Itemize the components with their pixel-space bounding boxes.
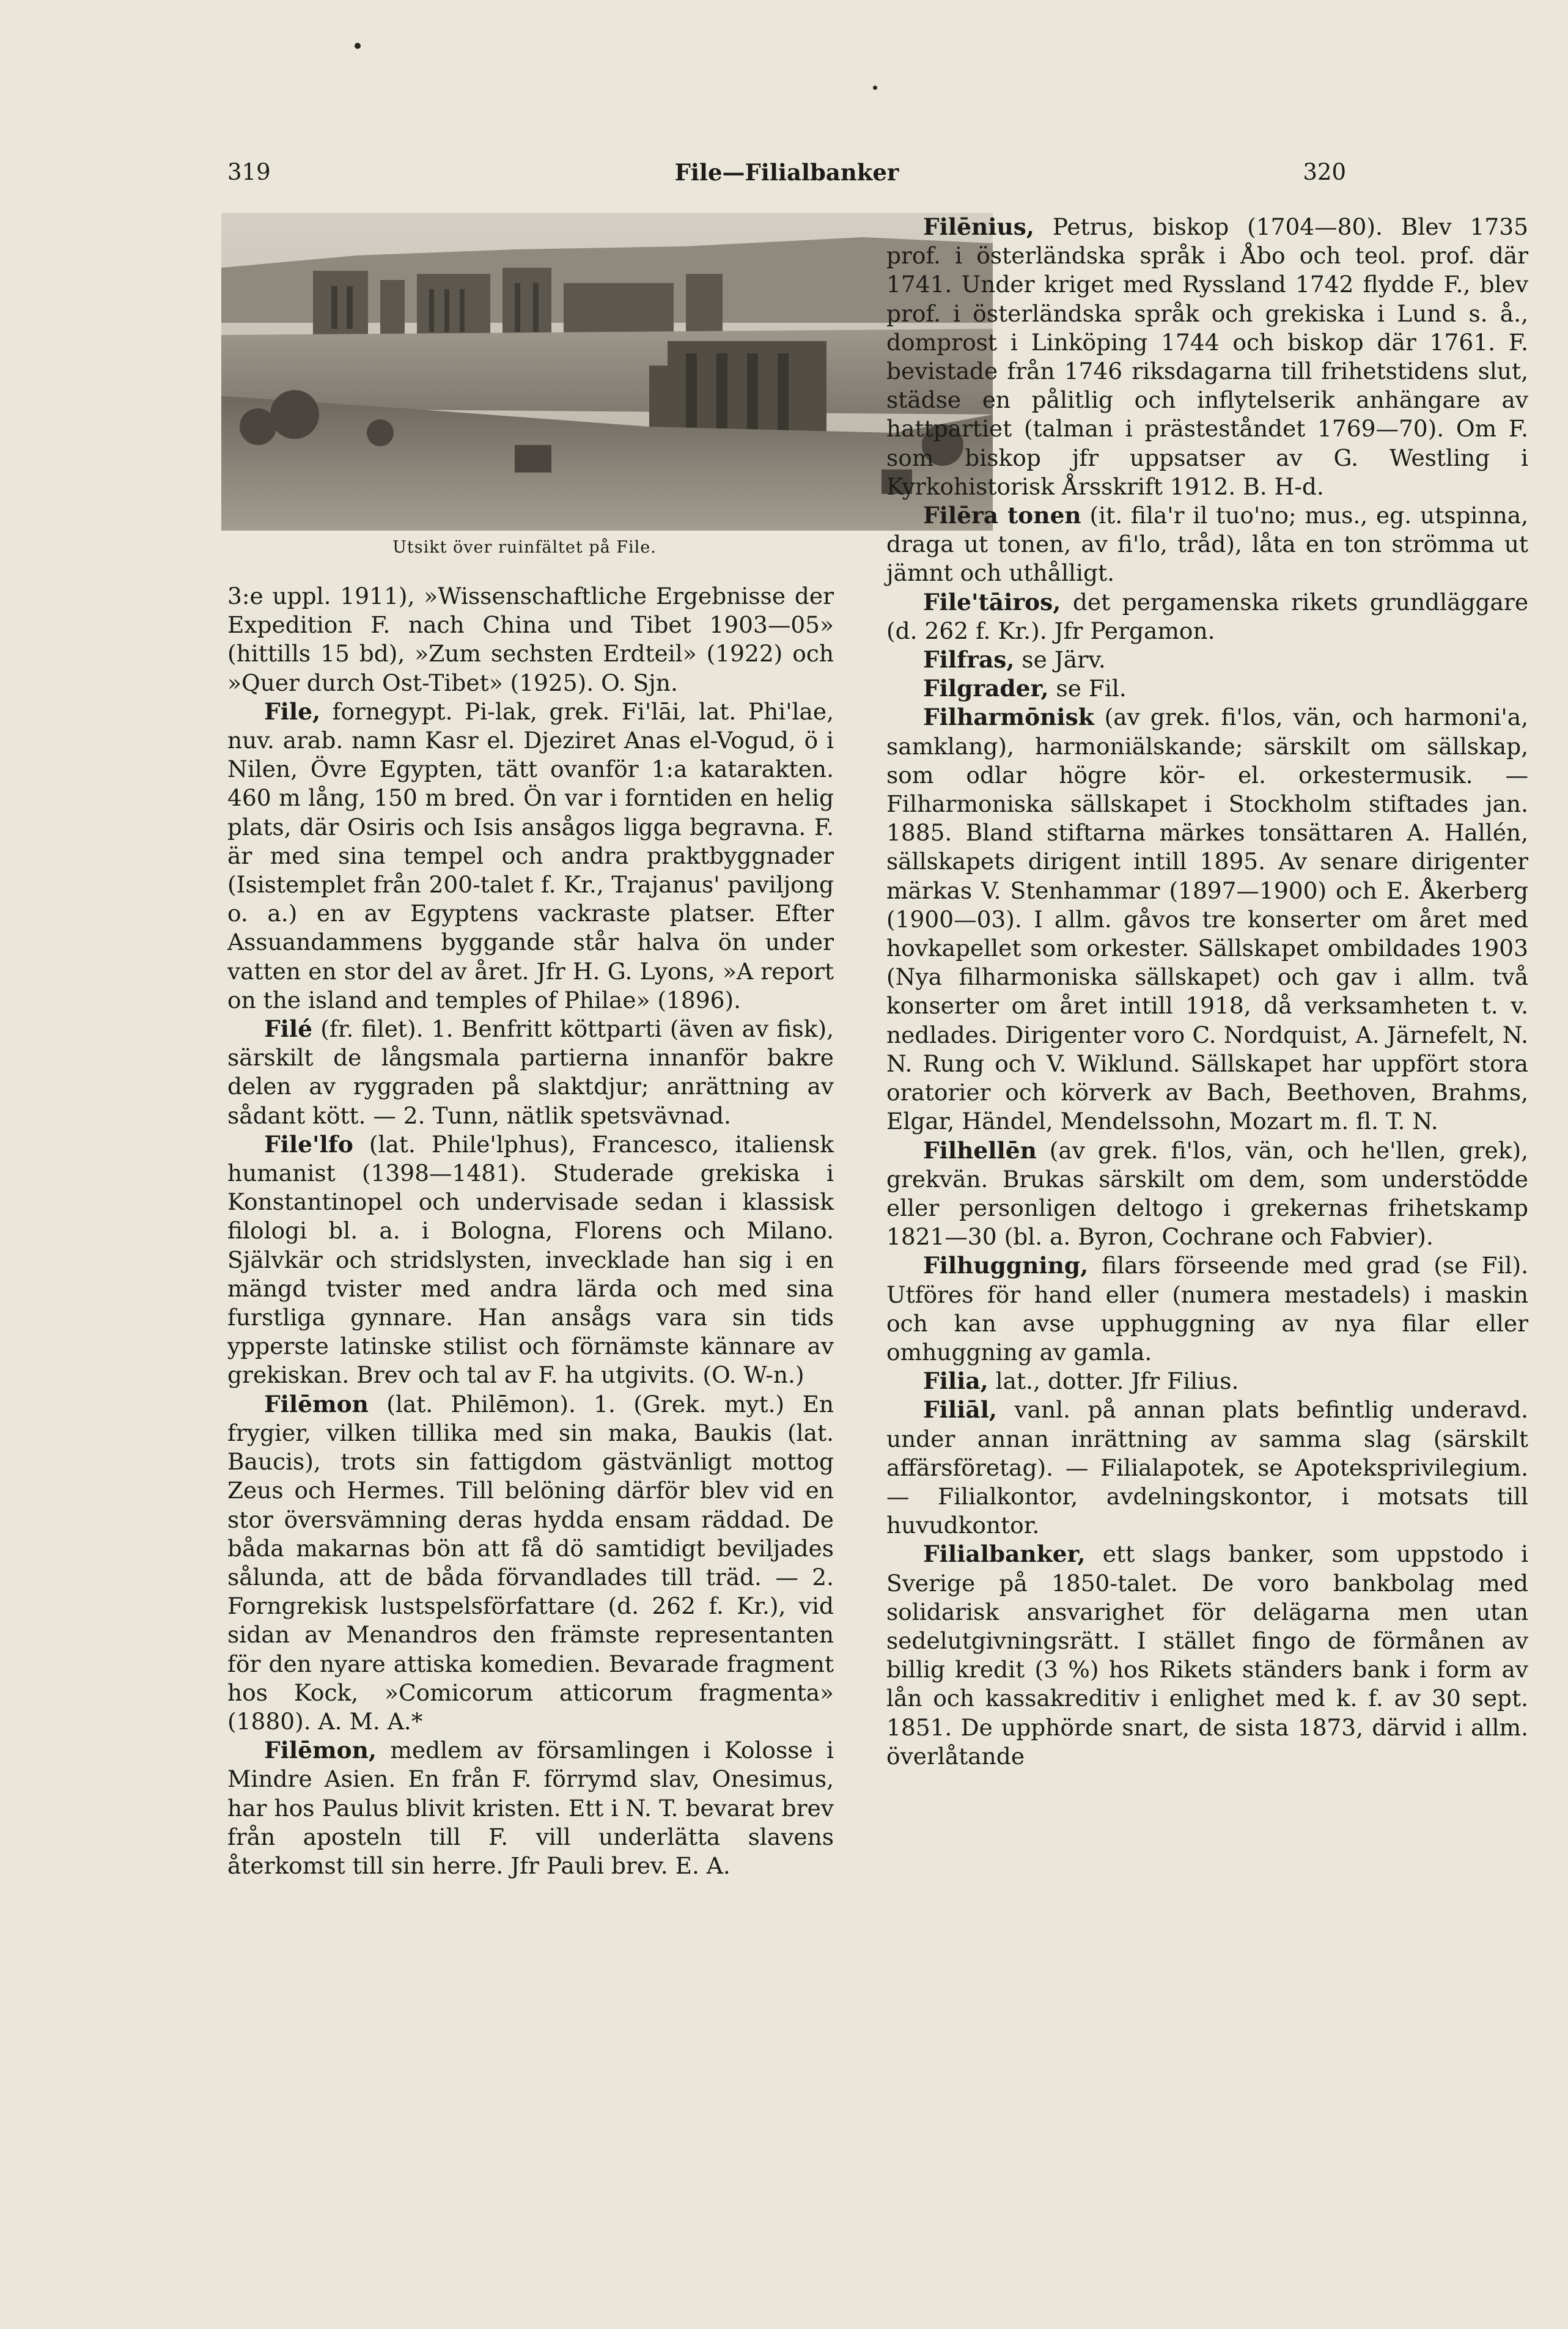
entry-headword: File, — [264, 697, 321, 725]
entry-headword: Filgrader, — [923, 675, 1049, 702]
entry-headword: Filé — [264, 1015, 312, 1043]
entry-text: se Järv. — [1021, 646, 1106, 674]
entry-filenius — [886, 213, 1528, 501]
entry-filelfo — [227, 1130, 834, 1390]
entry-filia — [886, 1367, 1528, 1396]
entry-text: ett slags banker, som uppstodo i Sverige på 1850-talet. De voro bankbolag med solidarisk ansvarighet för delägarna men utan sedelutgivningsrätt. I stället fingo de förmånen av billig kredit (3 %) hos Rikets ständers bank i form av lån och kassakreditiv i enlighet med k. f. av 30 sept. 1851. De upphörde snart, de sista 1873, därvid i allm. överlåtande — [886, 1540, 1528, 1770]
entry-filfras — [886, 646, 1528, 674]
entry-filhellen — [886, 1136, 1528, 1252]
entry-text: (lat. Philēmon). 1. (Grek. myt.) En frygier, vilken tillika med sin maka, Baukis (lat. Baucis), trots sin fattigdom gästvänligt mottog Zeus och Hermes. Till belöning därför blev vid en stor översvämning deras hydda ensam räddad. De båda makarnas bön att få dö samtidigt beviljades sålunda, att de båda förvandlades till träd. — 2. Forngrekisk lustspelsförfattare (d. 262 f. Kr.), vid sidan av Menandros den främste representanten för den nyare attiska komedien. Bevarade fragment hos Kock, »Comicorum atticorum fragmenta» (1880). A. M. A.* — [227, 1390, 834, 1735]
print-speck — [355, 43, 361, 49]
entry-text: (lat. Phile'lphus), Francesco, italiensk humanist (1398—1481). Studerade grekiska i Konstantinopel och undervisade sedan i klassisk filologi bl. a. i Bologna, Florens och Milano. Självkär och stridslysten, invecklade han sig i en mängd tvister med andra lärda och med sina furstliga gynnare. Han ansågs vara sin tids ypperste latinske stilist och förnämste kännare av grekiskan. Brev och tal av F. ha utgivits. (O. W-n.) — [227, 1130, 834, 1389]
entry-filemon-kolosse — [227, 1736, 834, 1880]
entry-filial — [886, 1396, 1528, 1540]
entry-headword: Filhuggning, — [923, 1252, 1089, 1279]
entry-headword: Filēmon — [264, 1390, 369, 1418]
entry-text: (fr. filet). 1. Benfritt köttparti (även av fisk), särskilt de långsmala partierna innanför bakre delen av ryggraden på slaktdjur; anrättning av sådant kött. — 2. Tunn, nätlik spetsvävnad. — [227, 1015, 834, 1129]
entry-filhuggning — [886, 1251, 1528, 1367]
entry-continuation — [227, 582, 834, 697]
left-column — [227, 213, 834, 1880]
entry-headword: Filēmon, — [264, 1737, 377, 1764]
entry-headword: Filēnius, — [923, 213, 1034, 240]
figure-caption: Utsikt över ruinfältet på File. — [392, 538, 657, 557]
print-speck — [873, 86, 877, 90]
entry-file — [227, 697, 834, 1015]
entry-text: vanl. på annan plats befintlig underavd. under annan inrättning av samma slag (särskilt affärsföretag). — Filialapotek, se Apoteksprivilegium. — Filialkontor, avdelningskontor, i motsats till huvudkontor. — [886, 1396, 1528, 1539]
ruins-photograph — [221, 213, 993, 531]
entry-headword: Filfras, — [923, 646, 1015, 674]
entry-text: Petrus, biskop (1704—80). Blev 1735 prof. i österländska språk i Åbo och teol. prof. där 1741. Under kriget med Ryssland 1742 flydde F., blev prof. i österländska språk och grekiska i Lund s. å., domprost i Linköping 1744 och biskop där 1761. F. bevistade från 1746 riksdagarna till frihetstidens slut, städse en pålitlig och inflytelserik anhängare av hattpartiet (talman i prästeståndet 1769—70). Om F. som biskop jfr uppsatser av G. Westling i Kyrkohistorisk Årsskrift 1912. B. H-d. — [886, 213, 1528, 500]
entry-filetairos — [886, 588, 1528, 646]
entry-filialbanker — [886, 1540, 1528, 1771]
entry-text: medlem av församlingen i Kolosse i Mindre Asien. En från F. förrymd slav, Onesimus, har hos Paulus blivit kristen. Ett i N. T. bevarat brev från aposteln till F. vill underlätta slavens återkomst till sin herre. Jfr Pauli brev. E. A. — [227, 1737, 834, 1879]
entry-filera-tonen — [886, 501, 1528, 588]
entry-headword: Filharmōnisk — [923, 704, 1094, 731]
entry-filharmonisk — [886, 703, 1528, 1136]
entry-file-fillet — [227, 1015, 834, 1130]
entry-text: (it. fila'r il tuo'no; mus., eg. utspinna, draga ut tonen, av fi'lo, tråd), låta en ton strömma ut jämnt och uthålligt. — [886, 502, 1528, 587]
page-number-right: 320 — [1303, 159, 1346, 185]
entry-text: (av grek. fi'los, vän, och he'llen, grek), grekvän. Brukas särskilt om dem, som understödde eller personligen deltogo i grekernas frihetskamp 1821—30 (bl. a. Byron, Cochrane och Fabvier). — [886, 1136, 1528, 1251]
entry-headword: Filhellēn — [923, 1136, 1037, 1164]
running-header — [227, 154, 1346, 191]
entry-headword: File'tāiros, — [923, 588, 1061, 616]
entry-text: lat., dotter. Jfr Filius. — [995, 1367, 1239, 1395]
figure — [221, 213, 828, 560]
entry-text: fornegypt. Pi-lak, grek. Fi'lāi, lat. Phi'lae, nuv. arab. namn Kasr el. Djeziret Anas el-Vogud, ö i Nilen, Övre Egypten, tätt ovanför 1:a katarakten. 460 m lång, 150 m bred. Ön var i forntiden en helig plats, där Osiris och Isis ansågos ligga begravna. F. är med sina tempel och andra praktbyggnader (Isistemplet från 200-talet f. Kr., Trajanus' paviljong o. a.) en av Egyptens vackraste platser. Efter Assuandammens byggande står halva ön under vatten en stor del av året. Jfr H. G. Lyons, »A report on the island and temples of Philae» (1896). — [227, 697, 834, 1014]
entry-headword: Filēra tonen — [923, 502, 1081, 529]
entry-headword: Filia, — [923, 1367, 988, 1395]
page-number-left: 319 — [227, 159, 271, 185]
entry-headword: File'lfo — [264, 1130, 353, 1158]
entry-text: (av grek. fi'los, vän, och harmoni'a, samklang), harmoniälskande; särskilt om sällskap, som odlar högre kör- el. orkestermusik. — Filharmoniska sällskapet i Stockholm stiftades jan. 1885. Bland stiftarna märkes tonsättaren A. Hallén, sällskapets dirigent intill 1895. Av senare dirigenter märkas V. Stenhammar (1897—1900) och E. Åkerberg (1900—03). I allm. gåvos tre konserter om året med hovkapellet som orkester. Sällskapet ombildades 1903 (Nya filharmoniska sällskapet) och gav i allm. två konserter om året intill 1918, då verksamheten t. v. nedlades. Dirigenter voro C. Nordquist, A. Järnefelt, N. N. Rung och V. Wiklund. Sällskapet har uppfört stora oratorier och körverk av Bach, Beethoven, Brahms, Elgar, Händel, Mendelssohn, Mozart m. fl. T. N. — [886, 704, 1528, 1135]
entry-text: se Fil. — [1056, 675, 1127, 702]
entry-filgrader — [886, 674, 1528, 703]
right-column — [886, 213, 1528, 1771]
entry-filemon-myth — [227, 1390, 834, 1736]
entry-text: det pergamenska rikets grundläggare (d. 262 f. Kr.). Jfr Pergamon. — [886, 588, 1529, 644]
entry-headword: Filialbanker, — [923, 1540, 1086, 1568]
running-title: File—Filialbanker — [674, 159, 899, 186]
entry-text: 3:e uppl. 1911), »Wissenschaftliche Ergebnisse der Expedition F. nach China und Tibet 1903—05» (hittills 15 bd), »Zum sechsten Erdteil» (1922) och »Quer durch Ost-Tibet» (1925). O. Sjn. — [227, 583, 834, 696]
entry-headword: Filiāl, — [923, 1396, 997, 1424]
entry-text: filars förseende med grad (se Fil). Utföres för hand eller (numera mestadels) i maskin och kan avse upphuggning av nya filar eller omhuggning av gamla. — [886, 1252, 1529, 1366]
